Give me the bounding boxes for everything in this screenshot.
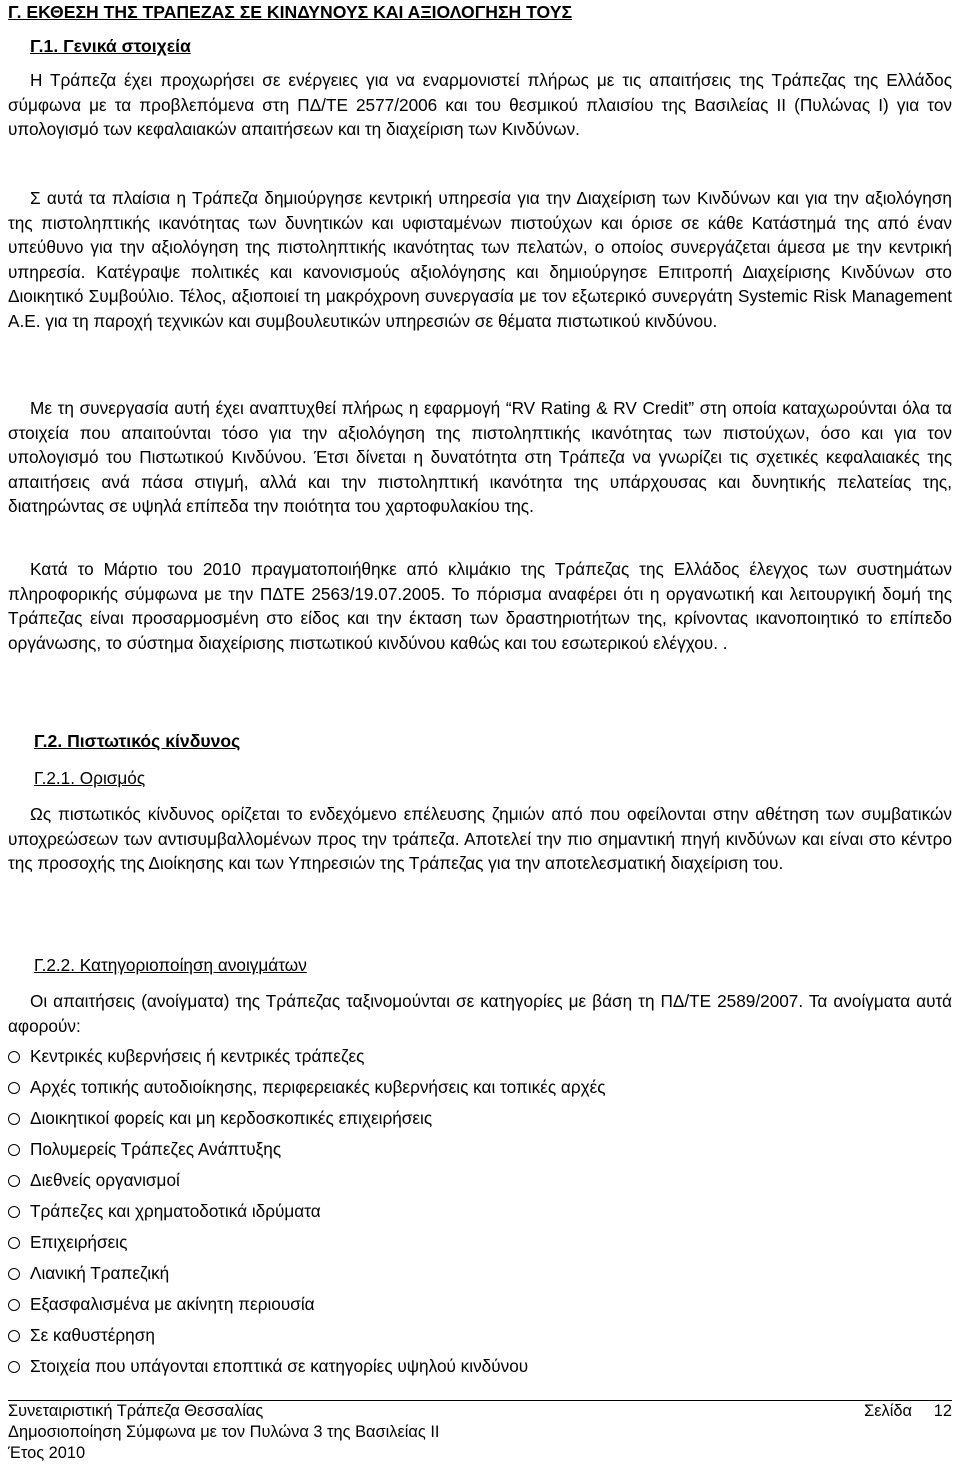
circle-bullet-icon <box>8 1361 20 1373</box>
paragraph-classification-text: Οι απαιτήσεις (ανοίγματα) της Τράπεζας ταξινομούνται σε κατηγορίες με βάση τη ΠΔ/ΤΕ 2589/2007. Τα ανοίγματα αυτά αφορούν: <box>8 991 952 1036</box>
list-item: Λιανική Τραπεζική <box>8 1258 606 1289</box>
footer-disclosure: Δημοσιοποίηση Σύμφωνα με τον Πυλώνα 3 της Βασιλείας ΙΙ <box>8 1423 440 1441</box>
list-item: Κεντρικές κυβερνήσεις ή κεντρικές τράπεζες <box>8 1041 606 1072</box>
paragraph-rv-rating <box>8 396 952 519</box>
circle-bullet-icon <box>8 1268 20 1280</box>
paragraph-definition-text: Ως πιστωτικός κίνδυνος ορίζεται το ενδεχόμενο επέλευσης ζημιών από που οφείλονται στην αθέτηση των συμβατικών υποχρεώσεων των αντισυμβαλλομένων προς την τράπεζα. Αποτελεί την πιο σημαντική πηγή κινδύνων και είναι στο κέντρο της προσοχής της Διοίκησης και των Υπηρεσιών της Τράπεζας για την αποτελεσματική διαχείριση του. <box>8 804 952 873</box>
circle-bullet-icon <box>8 1175 20 1187</box>
paragraph-intro-text: Η Τράπεζα έχει προχωρήσει σε ενέργειες για να εναρμονιστεί πλήρως με τις απαιτήσεις της Τράπεζας της Ελλάδος σύμφωνα με τα προβλεπόμενα στη ΠΔ/ΤΕ 2577/2006 και του θεσμικού πλαισίου της Βασιλείας ΙΙ (Πυλώνας Ι) για τον υπολογισμό των κεφαλαιακών απαιτήσεων και τη διαχείριση των Κινδύνων. <box>8 70 952 139</box>
section-heading-general: Γ.1. Γενικά στοιχεία <box>30 36 191 56</box>
list-item: Διεθνείς οργανισμοί <box>8 1165 606 1196</box>
list-item: Επιχειρήσεις <box>8 1227 606 1258</box>
circle-bullet-icon <box>8 1144 20 1156</box>
footer-bank-name: Συνεταιριστική Τράπεζα Θεσσαλίας <box>8 1402 264 1420</box>
paragraph-classification <box>8 989 952 1038</box>
paragraph-definition <box>8 802 952 876</box>
circle-bullet-icon <box>8 1113 20 1125</box>
circle-bullet-icon <box>8 1299 20 1311</box>
paragraph-risk-unit-text: Σ αυτά τα πλαίσια η Τράπεζα δημιούργησε κεντρική υπηρεσία για την Διαχείριση των Κινδύνων και για την αξιολόγηση της πιστοληπτικής ικανότητας των δυνητικών και υφισταμένων πιστούχων και όρισε σε κάθε Κατάστημά της από έναν υπεύθυνο για την αξιολόγηση της πιστοληπτικής ικανότητας των πελατών, ο οποίος συνεργάζεται άμεσα με την κεντρική υπηρεσία. Κατέγραψε πολιτικές και κανονισμούς αξιολόγησης και δημιούργησε Επιτροπή Διαχείρισης Κινδύνων στο Διοικητικό Συμβούλιο. Τέλος, αξιοποιεί τη μακρόχρονη συνεργασία με τον εξωτερικό συνεργάτη Systemic Risk Management A.E. για τη παροχή τεχνικών και συμβουλευτικών υπηρεσιών σε θέματα πιστωτικού κινδύνου. <box>8 188 952 331</box>
footer-year: Έτος 2010 <box>8 1444 86 1462</box>
footer-page-indicator <box>864 1401 952 1422</box>
main-heading: Γ. ΕΚΘΕΣΗ ΤΗΣ ΤΡΑΠΕΖΑΣ ΣΕ ΚΙΝΔΥΝΟΥΣ ΚΑΙ ΑΞΙΟΛΟΓΗΣΗ ΤΟΥΣ <box>8 2 573 22</box>
list-item: Τράπεζες και χρηματοδοτικά ιδρύματα <box>8 1196 606 1227</box>
list-item: Στοιχεία που υπάγονται εποπτικά σε κατηγορίες υψηλού κινδύνου <box>8 1351 606 1382</box>
subsection-heading-definition: Γ.2.1. Ορισμός <box>34 768 146 788</box>
paragraph-rv-rating-text: Με τη συνεργασία αυτή έχει αναπτυχθεί πλήρως η εφαρμογή “RV Rating & RV Credit” στη οποία καταχωρούνται όλα τα στοιχεία που απαιτούνται τόσο για την αξιολόγηση της πιστοληπτικής ικανότητας των πιστούχων, όσο και για τον υπολογισμό του Πιστωτικού Κινδύνου. Έτσι δίνεται η δυνατότητα στη Τράπεζα να γνωρίζει τις σχετικές κεφαλαιακές της απαιτήσεις ανά πάσα στιγμή, αλλά και την πιστοληπτική ικανότητα της υπάρχουσας και δυνητικής πελατείας της, διατηρώντας σε υψηλά επίπεδα την ποιότητα του χαρτοφυλακίου της. <box>8 398 952 516</box>
circle-bullet-icon <box>8 1082 20 1094</box>
paragraph-audit-text: Κατά το Μάρτιο του 2010 πραγματοποιήθηκε από κλιμάκιο της Τράπεζας της Ελλάδος έλεγχος των συστημάτων πληροφορικής σύμφωνα με την ΠΔΤΕ 2563/19.07.2005. Το πόρισμα αναφέρει ότι η οργανωτική και λειτουργική δομή της Τράπεζας είναι προσαρμοσμένη στο είδος και την έκταση των δραστηριοτήτων της, κρίνοντας ικανοποιητικό το επίπεδο οργάνωσης, το σύστημα διαχείρισης πιστωτικού κινδύνου καθώς και του εσωτερικού ελέγχου. . <box>8 559 952 653</box>
paragraph-audit <box>8 557 952 655</box>
paragraph-risk-unit <box>8 186 952 333</box>
circle-bullet-icon <box>8 1237 20 1249</box>
page-footer <box>8 1400 952 1464</box>
footer-page-label: Σελίδα <box>864 1402 912 1420</box>
list-item: Αρχές τοπικής αυτοδιοίκησης, περιφερειακές κυβερνήσεις και τοπικές αρχές <box>8 1072 606 1103</box>
circle-bullet-icon <box>8 1051 20 1063</box>
list-item: Διοικητικοί φορείς και μη κερδοσκοπικές επιχειρήσεις <box>8 1103 606 1134</box>
list-item: Εξασφαλισμένα με ακίνητη περιουσία <box>8 1289 606 1320</box>
subsection-heading-classification: Γ.2.2. Κατηγοριοποίηση ανοιγμάτων <box>34 955 307 975</box>
exposure-category-list <box>8 1041 606 1382</box>
paragraph-intro <box>8 68 952 142</box>
list-item: Σε καθυστέρηση <box>8 1320 606 1351</box>
circle-bullet-icon <box>8 1330 20 1342</box>
footer-page-number: 12 <box>933 1402 952 1420</box>
list-item: Πολυμερείς Τράπεζες Ανάπτυξης <box>8 1134 606 1165</box>
section-heading-credit-risk: Γ.2. Πιστωτικός κίνδυνος <box>34 731 241 751</box>
circle-bullet-icon <box>8 1206 20 1218</box>
